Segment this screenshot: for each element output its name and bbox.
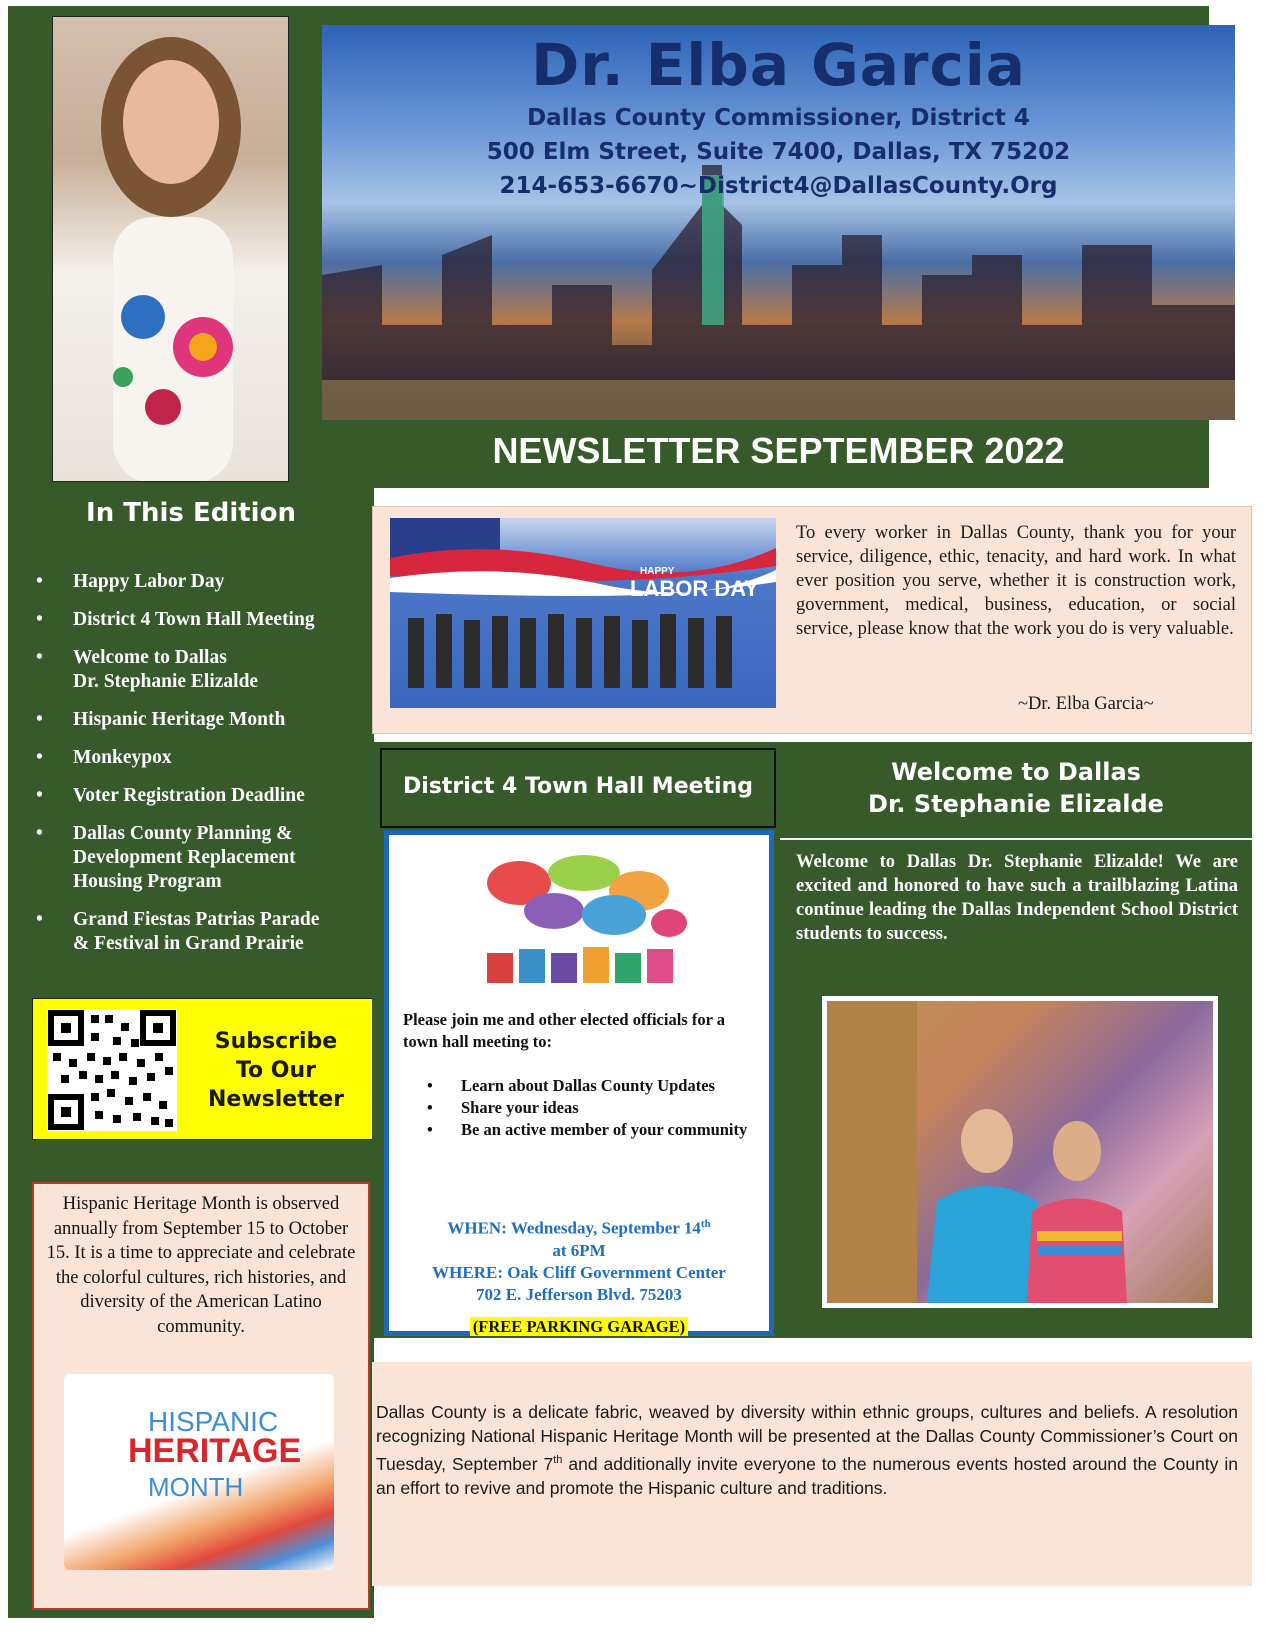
town-hall-card (384, 830, 774, 1336)
hhm-logo-bottom: MONTH (148, 1472, 244, 1502)
town-hall-heading-box (380, 748, 776, 828)
labor-day-signature: ~Dr. Elba Garcia~ (1018, 694, 1154, 714)
office-contact: 214-653-6670~District4@DallasCounty.Org (499, 173, 1058, 199)
town-hall-bullet (389, 1075, 769, 1097)
town-hall-when-date: WHEN: Wednesday, September 14 (447, 1218, 701, 1238)
hhm-panel-text-part2: and additionally invite everyone to the numerous events hosted around the County in an effort to revive and promote the Hispanic culture and traditions. (376, 1453, 1238, 1498)
edition-item[interactable] (36, 708, 372, 732)
town-hall-when-sup: th (700, 1218, 711, 1230)
welcome-heading-box (780, 748, 1252, 840)
portrait-illustration (53, 17, 289, 482)
edition-item-label: District 4 Town Hall Meeting (73, 609, 315, 630)
office-address: 500 Elm Street, Suite 7400, Dallas, TX 75202 (486, 139, 1071, 165)
hhm-panel-text (376, 1400, 1238, 1500)
town-hall-bullet-text: Share your ideas (461, 1098, 579, 1117)
town-hall-address: 702 E. Jefferson Blvd. 75203 (476, 1284, 682, 1304)
hhm-logo (64, 1374, 334, 1570)
labor-day-banner-big: LABOR DAY (630, 576, 759, 601)
welcome-text: Welcome to Dallas Dr. Stephanie Elizalde! We are excited and honored to have such a trailblazing Latina continue leading the Dallas Independent School District students to success. (796, 852, 1238, 944)
subscribe-box[interactable] (32, 998, 374, 1140)
hhm-sidebar-box (32, 1182, 370, 1610)
flag-workers-illustration (390, 518, 776, 708)
edition-item-label: Hispanic Heritage Month (73, 709, 286, 730)
speech-bubbles-icon (479, 853, 689, 983)
welcome-heading-line2: Dr. Stephanie Elizalde (868, 790, 1164, 818)
subscribe-label[interactable]: Subscribe To Our Newsletter (207, 1029, 345, 1112)
welcome-heading-line1: Welcome to Dallas (891, 758, 1141, 786)
town-hall-bullet (389, 1097, 769, 1119)
two-women-photo (827, 1001, 1213, 1303)
town-hall-parking: (FREE PARKING GARAGE) (470, 1317, 688, 1336)
commissioner-portrait (52, 16, 289, 482)
hhm-logo-top: HISPANIC (148, 1406, 279, 1437)
edition-item-label: Welcome to Dallas Dr. Stephanie Elizalde (73, 647, 259, 692)
qr-code-icon[interactable] (47, 1009, 177, 1131)
dallas-skyline-banner (322, 25, 1235, 420)
town-hall-details (389, 1213, 769, 1306)
hhm-panel-text-sup: th (553, 1454, 563, 1466)
town-hall-intro: Please join me and other elected officials for a town hall meeting to: (403, 1010, 725, 1051)
edition-item-label: Monkeypox (73, 747, 172, 768)
edition-heading: In This Edition (86, 498, 296, 528)
labor-day-image (390, 518, 776, 708)
edition-item[interactable] (36, 608, 372, 632)
town-hall-parking-wrap (389, 1317, 769, 1337)
town-hall-bullet (389, 1119, 769, 1141)
edition-item[interactable] (36, 784, 372, 808)
town-hall-when (389, 1213, 769, 1240)
hhm-sidebar-text: Hispanic Heritage Month is observed annually from September 15 to October 15. It is a time to appreciate and celebrate the colorful cultures, rich histories, and diversity of the American Latino community. (46, 1194, 356, 1337)
hhm-panel-text-part1: Dallas County is a delicate fabric, weaved by diversity within ethnic groups, cultures and beliefs. A resolution recognizing National Hispanic Heritage Month will be presented at the Dallas County Commissioner’s Court on Tuesday, September 7 (376, 1402, 1238, 1474)
edition-item[interactable] (36, 646, 372, 694)
town-hall-where: WHERE: Oak Cliff Government Center (432, 1262, 726, 1282)
commissioner-title: Dallas County Commissioner, District 4 (527, 105, 1030, 131)
edition-item[interactable] (36, 746, 372, 770)
edition-item-label: Voter Registration Deadline (73, 785, 305, 806)
labor-day-banner-small: HAPPY (640, 566, 675, 577)
edition-item[interactable] (36, 570, 372, 594)
town-hall-heading: District 4 Town Hall Meeting (402, 774, 754, 799)
edition-list (36, 570, 372, 970)
town-hall-bullet-text: Learn about Dallas County Updates (461, 1076, 715, 1095)
edition-item-label: Dallas County Planning & Development Replacement Housing Program (73, 823, 296, 892)
edition-item[interactable] (36, 822, 372, 894)
labor-day-message: To every worker in Dallas County, thank you for your service, diligence, ethic, tenacity, and hard work. In what ever position you serve, whether it is construction work, government, medical, business, education, or social service, please know that the work you do is very valuable. (796, 523, 1236, 639)
town-hall-bullets (389, 1075, 769, 1141)
newsletter-title: NEWSLETTER SEPTEMBER 2022 (492, 430, 1065, 471)
commissioner-name: Dr. Elba Garcia (531, 31, 1026, 99)
hhm-logo-mid: HERITAGE (128, 1432, 302, 1470)
town-hall-bullet-text: Be an active member of your community (461, 1120, 748, 1139)
edition-item-label: Grand Fiestas Patrias Parade & Festival in Grand Prairie (73, 909, 320, 954)
edition-item-label: Happy Labor Day (73, 571, 225, 592)
town-hall-time: at 6PM (552, 1240, 606, 1260)
welcome-photo (822, 996, 1218, 1308)
edition-item[interactable] (36, 908, 372, 956)
